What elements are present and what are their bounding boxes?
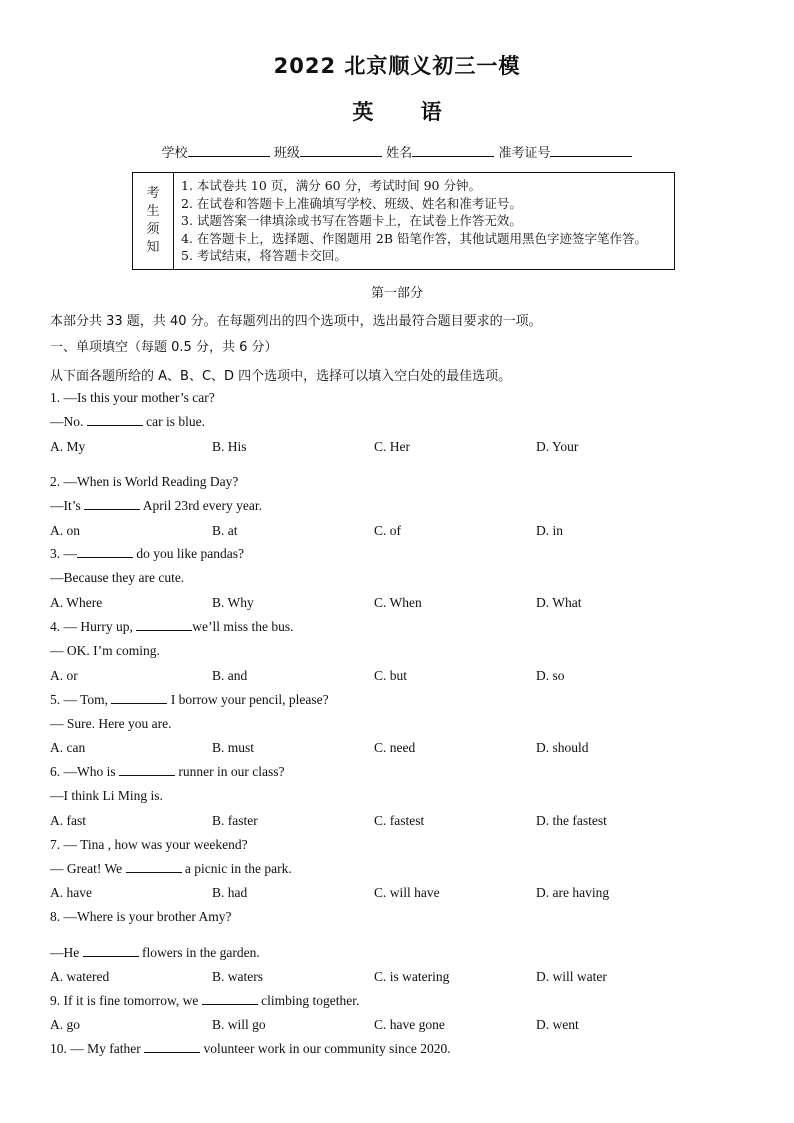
student-info-line bbox=[0, 142, 794, 161]
question-6-prompt: 6. —Who is runner in our class? bbox=[50, 764, 285, 779]
question-5-option-b[interactable]: B. must bbox=[212, 740, 255, 755]
question-4-option-d[interactable]: D. so bbox=[536, 668, 565, 683]
question-8-reply: —He flowers in the garden. bbox=[50, 945, 260, 960]
question-3-option-c[interactable]: C. When bbox=[374, 595, 422, 610]
question-5-reply: — Sure. Here you are. bbox=[50, 716, 172, 731]
question-8-prompt: 8. —Where is your brother Amy? bbox=[50, 909, 232, 924]
answer-blank[interactable] bbox=[126, 861, 182, 873]
answer-blank[interactable] bbox=[202, 993, 258, 1005]
question-4-reply: — OK. I’m coming. bbox=[50, 643, 160, 658]
question-9-option-d[interactable]: D. went bbox=[536, 1017, 579, 1032]
question-3-reply: —Because they are cute. bbox=[50, 570, 185, 585]
exam-number-field[interactable] bbox=[550, 144, 632, 157]
question-1-prompt: 1. —Is this your mother’s car? bbox=[50, 390, 215, 405]
question-2-reply: —It’s April 23rd every year. bbox=[50, 498, 262, 513]
notice-item: 2. 在试卷和答题卡上准确填写学校、班级、姓名和准考证号。 bbox=[181, 195, 522, 211]
question-9-option-c[interactable]: C. have gone bbox=[374, 1017, 445, 1032]
answer-blank[interactable] bbox=[77, 546, 133, 558]
question-7-option-b[interactable]: B. had bbox=[212, 885, 248, 900]
question-2-option-a[interactable]: A. on bbox=[50, 523, 80, 538]
question-6-option-a[interactable]: A. fast bbox=[50, 813, 86, 828]
question-10-prompt: 10. — My father volunteer work in our community since 2020. bbox=[50, 1041, 451, 1056]
class-field[interactable] bbox=[300, 144, 382, 157]
question-1-option-a[interactable]: A. My bbox=[50, 439, 86, 454]
question-5-option-d[interactable]: D. should bbox=[536, 740, 589, 755]
exam-title: 2022 北京顺义初三一模 bbox=[273, 54, 521, 78]
question-2-option-b[interactable]: B. at bbox=[212, 523, 238, 538]
notice-label bbox=[133, 173, 174, 269]
question-6-option-d[interactable]: D. the fastest bbox=[536, 813, 607, 828]
notice-label-char: 须 bbox=[146, 222, 160, 237]
part-intro: 本部分共 33 题，共 40 分。在每题列出的四个选项中，选出最符合题目要求的一项。 bbox=[50, 314, 542, 329]
question-4-option-b[interactable]: B. and bbox=[212, 668, 248, 683]
section-title: 一、单项填空（每题 0.5 分，共 6 分） bbox=[50, 340, 278, 355]
question-2-option-c[interactable]: C. of bbox=[374, 523, 401, 538]
notice-item: 1. 本试卷共 10 页，满分 60 分，考试时间 90 分钟。 bbox=[181, 178, 481, 193]
question-5-option-a[interactable]: A. can bbox=[50, 740, 86, 755]
answer-blank[interactable] bbox=[119, 764, 175, 776]
question-4-option-c[interactable]: C. but bbox=[374, 668, 408, 683]
question-9-prompt: 9. If it is fine tomorrow, we climbing together. bbox=[50, 993, 360, 1008]
notice-item: 3. 试题答案一律填涂或书写在答题卡上，在试卷上作答无效。 bbox=[181, 213, 522, 229]
question-7-prompt: 7. — Tina , how was your weekend? bbox=[50, 837, 248, 852]
question-9-option-a[interactable]: A. go bbox=[50, 1017, 80, 1032]
question-4-prompt: 4. — Hurry up, we’ll miss the bus. bbox=[50, 619, 294, 634]
question-8-option-a[interactable]: A. watered bbox=[50, 969, 110, 984]
subject-title: 英 语 bbox=[352, 100, 442, 124]
notice-item: 5. 考试结束，将答题卡交回。 bbox=[181, 248, 347, 264]
answer-blank[interactable] bbox=[111, 692, 167, 704]
question-1-reply: —No. car is blue. bbox=[50, 414, 205, 429]
school-field[interactable] bbox=[188, 144, 270, 157]
question-4-option-a[interactable]: A. or bbox=[50, 668, 78, 683]
question-8-option-c[interactable]: C. is watering bbox=[374, 969, 450, 984]
answer-blank[interactable] bbox=[144, 1041, 200, 1053]
question-5-prompt: 5. — Tom, I borrow your pencil, please? bbox=[50, 692, 329, 707]
question-2-prompt: 2. —When is World Reading Day? bbox=[50, 474, 239, 489]
question-3-prompt: 3. — do you like pandas? bbox=[50, 546, 244, 561]
notice-label-char: 生 bbox=[146, 204, 160, 219]
question-7-option-d[interactable]: D. are having bbox=[536, 885, 610, 900]
question-3-option-a[interactable]: A. Where bbox=[50, 595, 103, 610]
notice-item: 4. 在答题卡上，选择题、作图题用 2B 铅笔作答，其他试题用黑色字迹签字笔作答。 bbox=[181, 230, 647, 246]
question-6-option-c[interactable]: C. fastest bbox=[374, 813, 425, 828]
notice-label-char: 知 bbox=[146, 240, 160, 255]
question-1-option-b[interactable]: B. His bbox=[212, 439, 247, 454]
question-8-option-b[interactable]: B. waters bbox=[212, 969, 263, 984]
question-3-option-b[interactable]: B. Why bbox=[212, 595, 254, 610]
question-5-option-c[interactable]: C. need bbox=[374, 740, 416, 755]
notice-items bbox=[181, 177, 670, 265]
question-1-option-d[interactable]: D. Your bbox=[536, 439, 579, 454]
exam-number-label: 准考证号 bbox=[498, 146, 551, 161]
question-7-option-c[interactable]: C. will have bbox=[374, 885, 440, 900]
class-label: 班级 bbox=[273, 146, 300, 161]
name-field[interactable] bbox=[412, 144, 494, 157]
answer-blank[interactable] bbox=[83, 945, 139, 957]
notice-label-char: 考 bbox=[146, 186, 160, 201]
question-6-option-b[interactable]: B. faster bbox=[212, 813, 258, 828]
question-7-reply: — Great! We a picnic in the park. bbox=[50, 861, 292, 876]
question-3-option-d[interactable]: D. What bbox=[536, 595, 582, 610]
answer-blank[interactable] bbox=[84, 498, 140, 510]
answer-blank[interactable] bbox=[136, 619, 192, 631]
exam-notice-box bbox=[132, 172, 675, 270]
question-1-option-c[interactable]: C. Her bbox=[374, 439, 410, 454]
school-label: 学校 bbox=[161, 146, 188, 161]
section-instructions: 从下面各题所给的 A、B、C、D 四个选项中，选择可以填入空白处的最佳选项。 bbox=[50, 369, 512, 384]
question-8-option-d[interactable]: D. will water bbox=[536, 969, 607, 984]
question-7-option-a[interactable]: A. have bbox=[50, 885, 92, 900]
question-2-option-d[interactable]: D. in bbox=[536, 523, 563, 538]
name-label: 姓名 bbox=[386, 146, 413, 161]
question-9-option-b[interactable]: B. will go bbox=[212, 1017, 266, 1032]
question-6-reply: —I think Li Ming is. bbox=[50, 788, 163, 803]
part-title: 第一部分 bbox=[370, 286, 423, 301]
answer-blank[interactable] bbox=[87, 414, 143, 426]
